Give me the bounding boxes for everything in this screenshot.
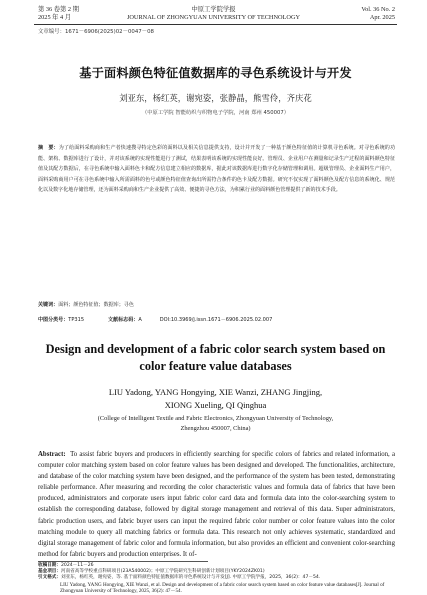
received-label: 收稿日期： (38, 563, 61, 568)
chinese-abstract-label: 摘 要： (38, 145, 59, 151)
citation-label: 引文格式： (38, 575, 61, 581)
volume-issue-en (361, 6, 395, 22)
volume-issue-zh: 第 36 卷第 2 期 (38, 6, 79, 13)
issue-date-zh: 2025 年 4 月 (38, 14, 72, 21)
doc-code-label: 文献标志码： (108, 317, 139, 323)
keywords-label: 关键词： (38, 302, 59, 308)
chinese-abstract-text: 为了给面料采购商和生产者快速搜寻特定色彩的面料以及相关信息提供支持，设计并开发了一种基于颜色特征值的计算机寻色系统。对寻色系统的功能、架构、数据库进行了设计，并对该系统的实现性能进行了测试，结果表明该系统的实现性能良好。管理员、企业用户在测量和记录生产过程的面料颜色特征值及其配方数据后，在寻色系统中输入面料色卡和配方信息建立相应的数据库，据此对该数据库进行数字化存储管理和调用。超级管理员、企业面料生产用户，面料采购商用户可在寻色系统中输入所需面料的色号或颜色特征值查询出所需符合条件的色卡及配方数据。研究不仅实现了面料颜色及配方信息的系统化、规范化以及数字化地存储管理，还为面料采购商和生产企业提供了高效、便捷的寻色方法，为积累行业的面料颜色管理提供了新的技术手段。 (38, 145, 395, 194)
chinese-title: 基于面料颜色特征值数据库的寻色系统设计与开发 (79, 66, 352, 80)
english-authors-line2: XIONG Xueling, QI Qinghua (164, 399, 267, 410)
journal-name-zh: 中原工学院学报 (191, 6, 236, 13)
volume-number-en: Vol. 36 No. 2 (361, 6, 395, 13)
english-abstract-label: Abstract: (38, 451, 66, 458)
doc-code: A (138, 317, 142, 323)
issue-date-en: Apr. 2025 (369, 14, 395, 21)
english-title: Design and development of a fabric color search system based on color feature value databases (45, 342, 386, 373)
clc-label: 中图分类号： (38, 317, 69, 323)
classification-line (38, 316, 395, 323)
english-affiliation (34, 414, 397, 435)
clc-code: TP315 (68, 317, 85, 323)
footnotes (38, 563, 395, 594)
english-affiliation-line2: Zhengzhou 450007, China) (180, 425, 251, 433)
citation-en: LIU Yadong, YANG Hongying, XIE Wanzi, et al. Design and development of a fabric color search system based on color feature value databases[J]. Journal of Zhongyuan University of Technology, 2025, 36(2): 47－54. (60, 581, 385, 594)
keywords-text: 面料；颜色特征值；数据库；寻色 (58, 302, 134, 308)
chinese-abstract (38, 143, 395, 196)
received-value: 2024－11－26 (60, 563, 94, 568)
chinese-keywords (38, 301, 395, 308)
fund-label: 基金项目： (38, 569, 61, 575)
doi: DOI:10.3969/j.issn.1671－6906.2025.02.007 (159, 317, 273, 323)
english-authors-line1: LIU Yadong, YANG Hongying, XIE Wanzi, ZHANG Jingjing, (108, 387, 323, 397)
header-rule (34, 24, 397, 25)
article-number: 文章编号：1671－6906(2025)02－0047－08 (38, 29, 154, 35)
chinese-affiliation: （中原工学院 智能纺织与织物电子学院，河南 郑州 450007） (141, 110, 290, 116)
english-abstract-text: To assist fabric buyers and producers in efficiently searching for specific colors of fabrics and related information, a computer color matching system based on color feature values has been designed and developed. The functionalities, architecture, and database of the color matching system have been designed, and the performance of the system has been tested, demonstrating reliable performance. After measuring and recording the color characteristic values and formula data of fabrics that have been produced, administrators and corporate users input fabric color card data and formula data into the color-searching system to establish the corresponding database, followed by digital storage management and retrieval of this data. Super administrators, fabric production users, and fabric buyer users can input the required fabric color number or color feature values into the color matching module to query all matching fabrics or formula data. This research not only achieves systematic, standardized and digital storage management of fabric color and formula information, but also provides an efficient and convenient color-searching method for fabric buyers and production enterprises. It of- (38, 451, 396, 558)
fund-value: 河南省高等学校重点科研项目(23A540002)；中原工学院研究生科研创新计划项目(YKY2024ZK01) (60, 569, 265, 575)
english-abstract (38, 449, 395, 560)
chinese-authors: 刘亚东，杨红英，谢宛姿，张静晶，熊雪伶，齐庆花 (119, 93, 312, 103)
footnote-rule (38, 561, 208, 562)
english-authors (34, 386, 397, 411)
citation-zh-value: 刘亚东，杨红英，谢宛姿，等. 基于面料颜色特征值数据库的寻色系统设计与开发[J]. 中原工学院学报，2025，36(2)：47－54. (60, 575, 321, 581)
english-affiliation-line1: (College of Intelligent Textile and Fabric Electronics, Zhongyuan University of Technology, (97, 415, 334, 422)
journal-name-en: JOURNAL OF ZHONGYUAN UNIVERSITY OF TECHNOLOGY (126, 14, 301, 21)
